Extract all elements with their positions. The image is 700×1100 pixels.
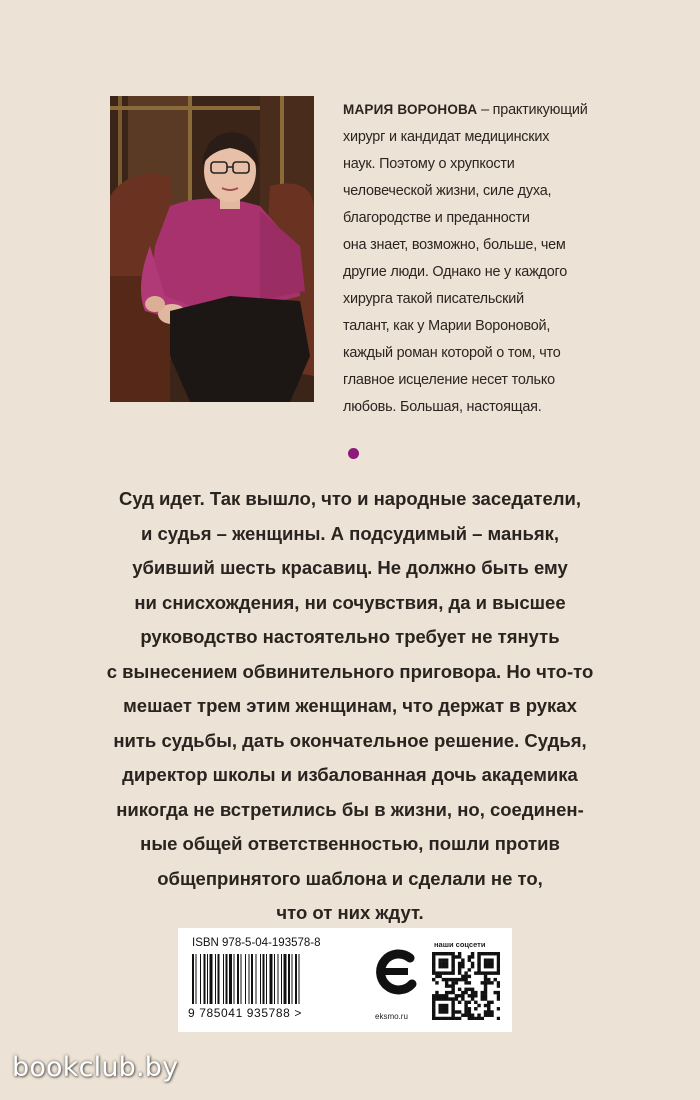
synopsis-line: ни снисхождения, ни сочувствия, да и высшее [134, 591, 566, 613]
author-bio-line: другие люди. Однако не у каждого [343, 264, 568, 280]
site-watermark: bookclub.by [12, 1052, 179, 1083]
qr-code-icon[interactable] [432, 952, 500, 1020]
synopsis-line: нить судьбы, дать окончательное решение. Судья, [113, 729, 587, 751]
author-bio-line: талант, как у Марии Вороновой, [343, 318, 551, 334]
social-label: наши соцсети [434, 940, 486, 949]
author-bio-line: главное исцеление несет только [343, 372, 555, 388]
author-bio-line: каждый роман которой о том, что [343, 345, 561, 361]
synopsis-line: и судья – женщины. А подсудимый – маньяк, [140, 522, 560, 544]
author-bio-line: – практикующий [477, 102, 588, 118]
author-bio-line: наук. Поэтому о хрупкости [343, 156, 515, 172]
synopsis [60, 482, 640, 931]
barcode-icon [192, 954, 342, 1006]
author-blurb [343, 96, 593, 421]
synopsis-line: ные общей ответственностью, пошли против [140, 833, 560, 854]
synopsis-line: мешает трем этим женщинам, что держат в руках [123, 695, 577, 716]
author-bio-line: хирурга такой писательский [343, 291, 524, 307]
synopsis-line: директор школы и избалованная дочь академика [122, 764, 578, 785]
synopsis-line: Суд идет. Так вышло, что и народные заседатели, [118, 488, 582, 509]
synopsis-line: никогда не встретились бы в жизни, но, соединен- [116, 798, 584, 820]
author-bio-line: благородстве и преданности [343, 210, 530, 226]
author-bio-line: человеческой жизни, силе духа, [343, 183, 552, 199]
eksmo-logo-icon [370, 942, 420, 1010]
barcode-digits: 9 785041 935788 > [188, 1006, 302, 1020]
synopsis-line: руководство настоятельно требует не тянуть [140, 626, 560, 647]
publisher-site[interactable]: eksmo.ru [375, 1012, 408, 1021]
separator-dot [348, 448, 359, 459]
author-bio-line: хирург и кандидат медицинских [343, 129, 550, 145]
synopsis-line: с вынесением обвинительного приговора. Но что-то [106, 660, 594, 682]
author-bio-line: она знает, возможно, больше, чем [343, 237, 566, 253]
synopsis-line: что от них ждут. [276, 902, 424, 923]
author-bio-line: любовь. Большая, настоящая. [343, 399, 542, 415]
author-name: МАРИЯ ВОРОНОВА [343, 102, 478, 117]
synopsis-line: общепринятого шаблона и сделали не то, [157, 867, 543, 889]
barcode-panel [178, 928, 512, 1032]
isbn-text: ISBN 978-5-04-193578-8 [192, 937, 321, 949]
synopsis-line: убивший шесть красавиц. Не должно быть ему [132, 557, 568, 578]
author-photo [110, 96, 314, 402]
